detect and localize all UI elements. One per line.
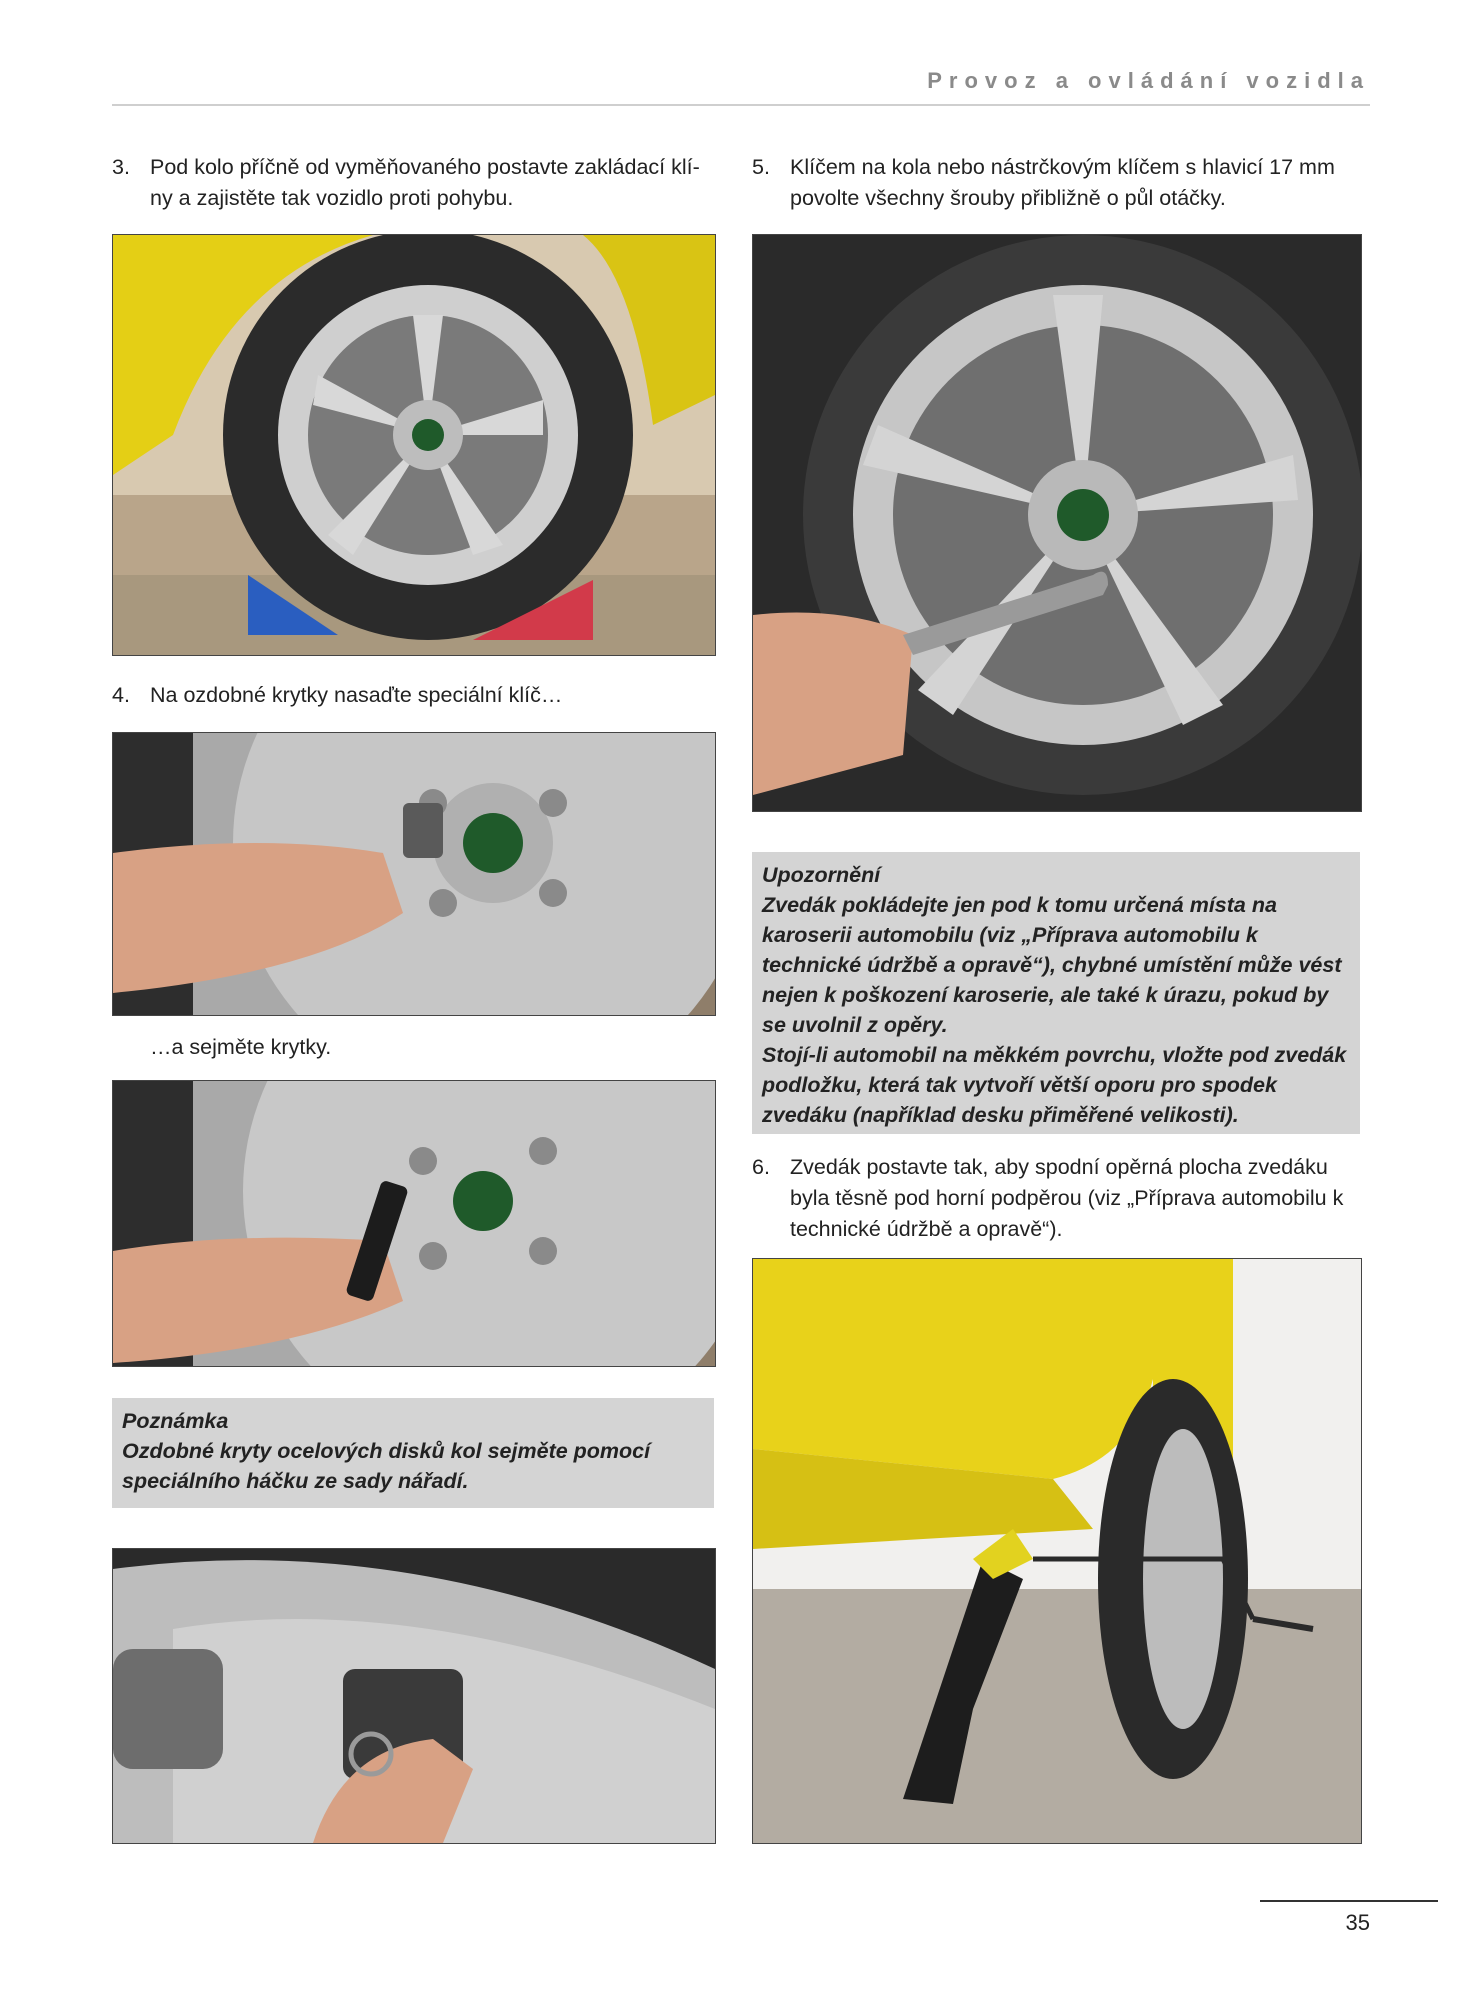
step-text: Klíčem na kola nebo nástrčkovým klíčem s hlavicí 17 mm povolte všechny šrouby přibližně o půl otáčky. bbox=[790, 155, 1335, 210]
step-text: Na ozdobné krytky nasaďte speciální klíč… bbox=[150, 683, 563, 707]
photo-hook-steel-wheel bbox=[112, 1548, 716, 1844]
step-number: 4. bbox=[112, 683, 130, 707]
warning-paragraph-1: Zvedák pokládejte jen pod k tomu určená místa na karoserii automobilu (viz „Příprava automobilu k technické údržbě a opravě“), chybné umístění může vést nejen k poškození karoserie, ale také k úrazu, pokud by se uvolnil z opěry. bbox=[762, 893, 1342, 1037]
step-number: 5. bbox=[752, 155, 770, 179]
step-text: Pod kolo příčně od vyměňovaného postavte zakládací klíny a zajistěte tak vozidlo proti pohybu. bbox=[150, 155, 700, 210]
step-number: 3. bbox=[112, 155, 130, 179]
note-title: Poznámka bbox=[122, 1409, 229, 1433]
step-3 bbox=[112, 152, 712, 214]
photo-remove-cap bbox=[112, 1080, 716, 1367]
photo-key-on-cap bbox=[112, 732, 716, 1016]
note-body: Ozdobné kryty ocelových disků kol sejměte pomocí speciálního háčku ze sady nářadí. bbox=[122, 1439, 651, 1493]
warning-box bbox=[752, 852, 1360, 1134]
warning-paragraph-2: Stojí-li automobil na měkkém povrchu, vložte pod zvedák podložku, která tak vytvoří větší oporu pro spodek zvedáku (například desku přiměřené velikosti). bbox=[762, 1043, 1347, 1127]
caption-remove-caps: …a sejměte krytky. bbox=[150, 1035, 332, 1059]
header-divider bbox=[112, 104, 1370, 106]
step-4 bbox=[112, 680, 712, 711]
warning-title: Upozornění bbox=[762, 863, 881, 887]
note-box bbox=[112, 1398, 714, 1508]
step-6 bbox=[752, 1152, 1362, 1245]
photo-loosen-bolts bbox=[752, 234, 1362, 812]
running-header: Provoz a ovládání vozidla bbox=[927, 68, 1370, 93]
photo-wheel-chocks bbox=[112, 234, 716, 656]
page-number: 35 bbox=[1345, 1910, 1370, 1935]
step-text: Zvedák postavte tak, aby spodní opěrná plocha zvedáku byla těsně pod horní podpěrou (viz „Příprava automobilu k technické údržbě a opravě“). bbox=[790, 1155, 1344, 1241]
step-5 bbox=[752, 152, 1362, 214]
photo-jack-position bbox=[752, 1258, 1362, 1844]
step-number: 6. bbox=[752, 1155, 770, 1179]
footer-divider bbox=[1260, 1900, 1438, 1902]
